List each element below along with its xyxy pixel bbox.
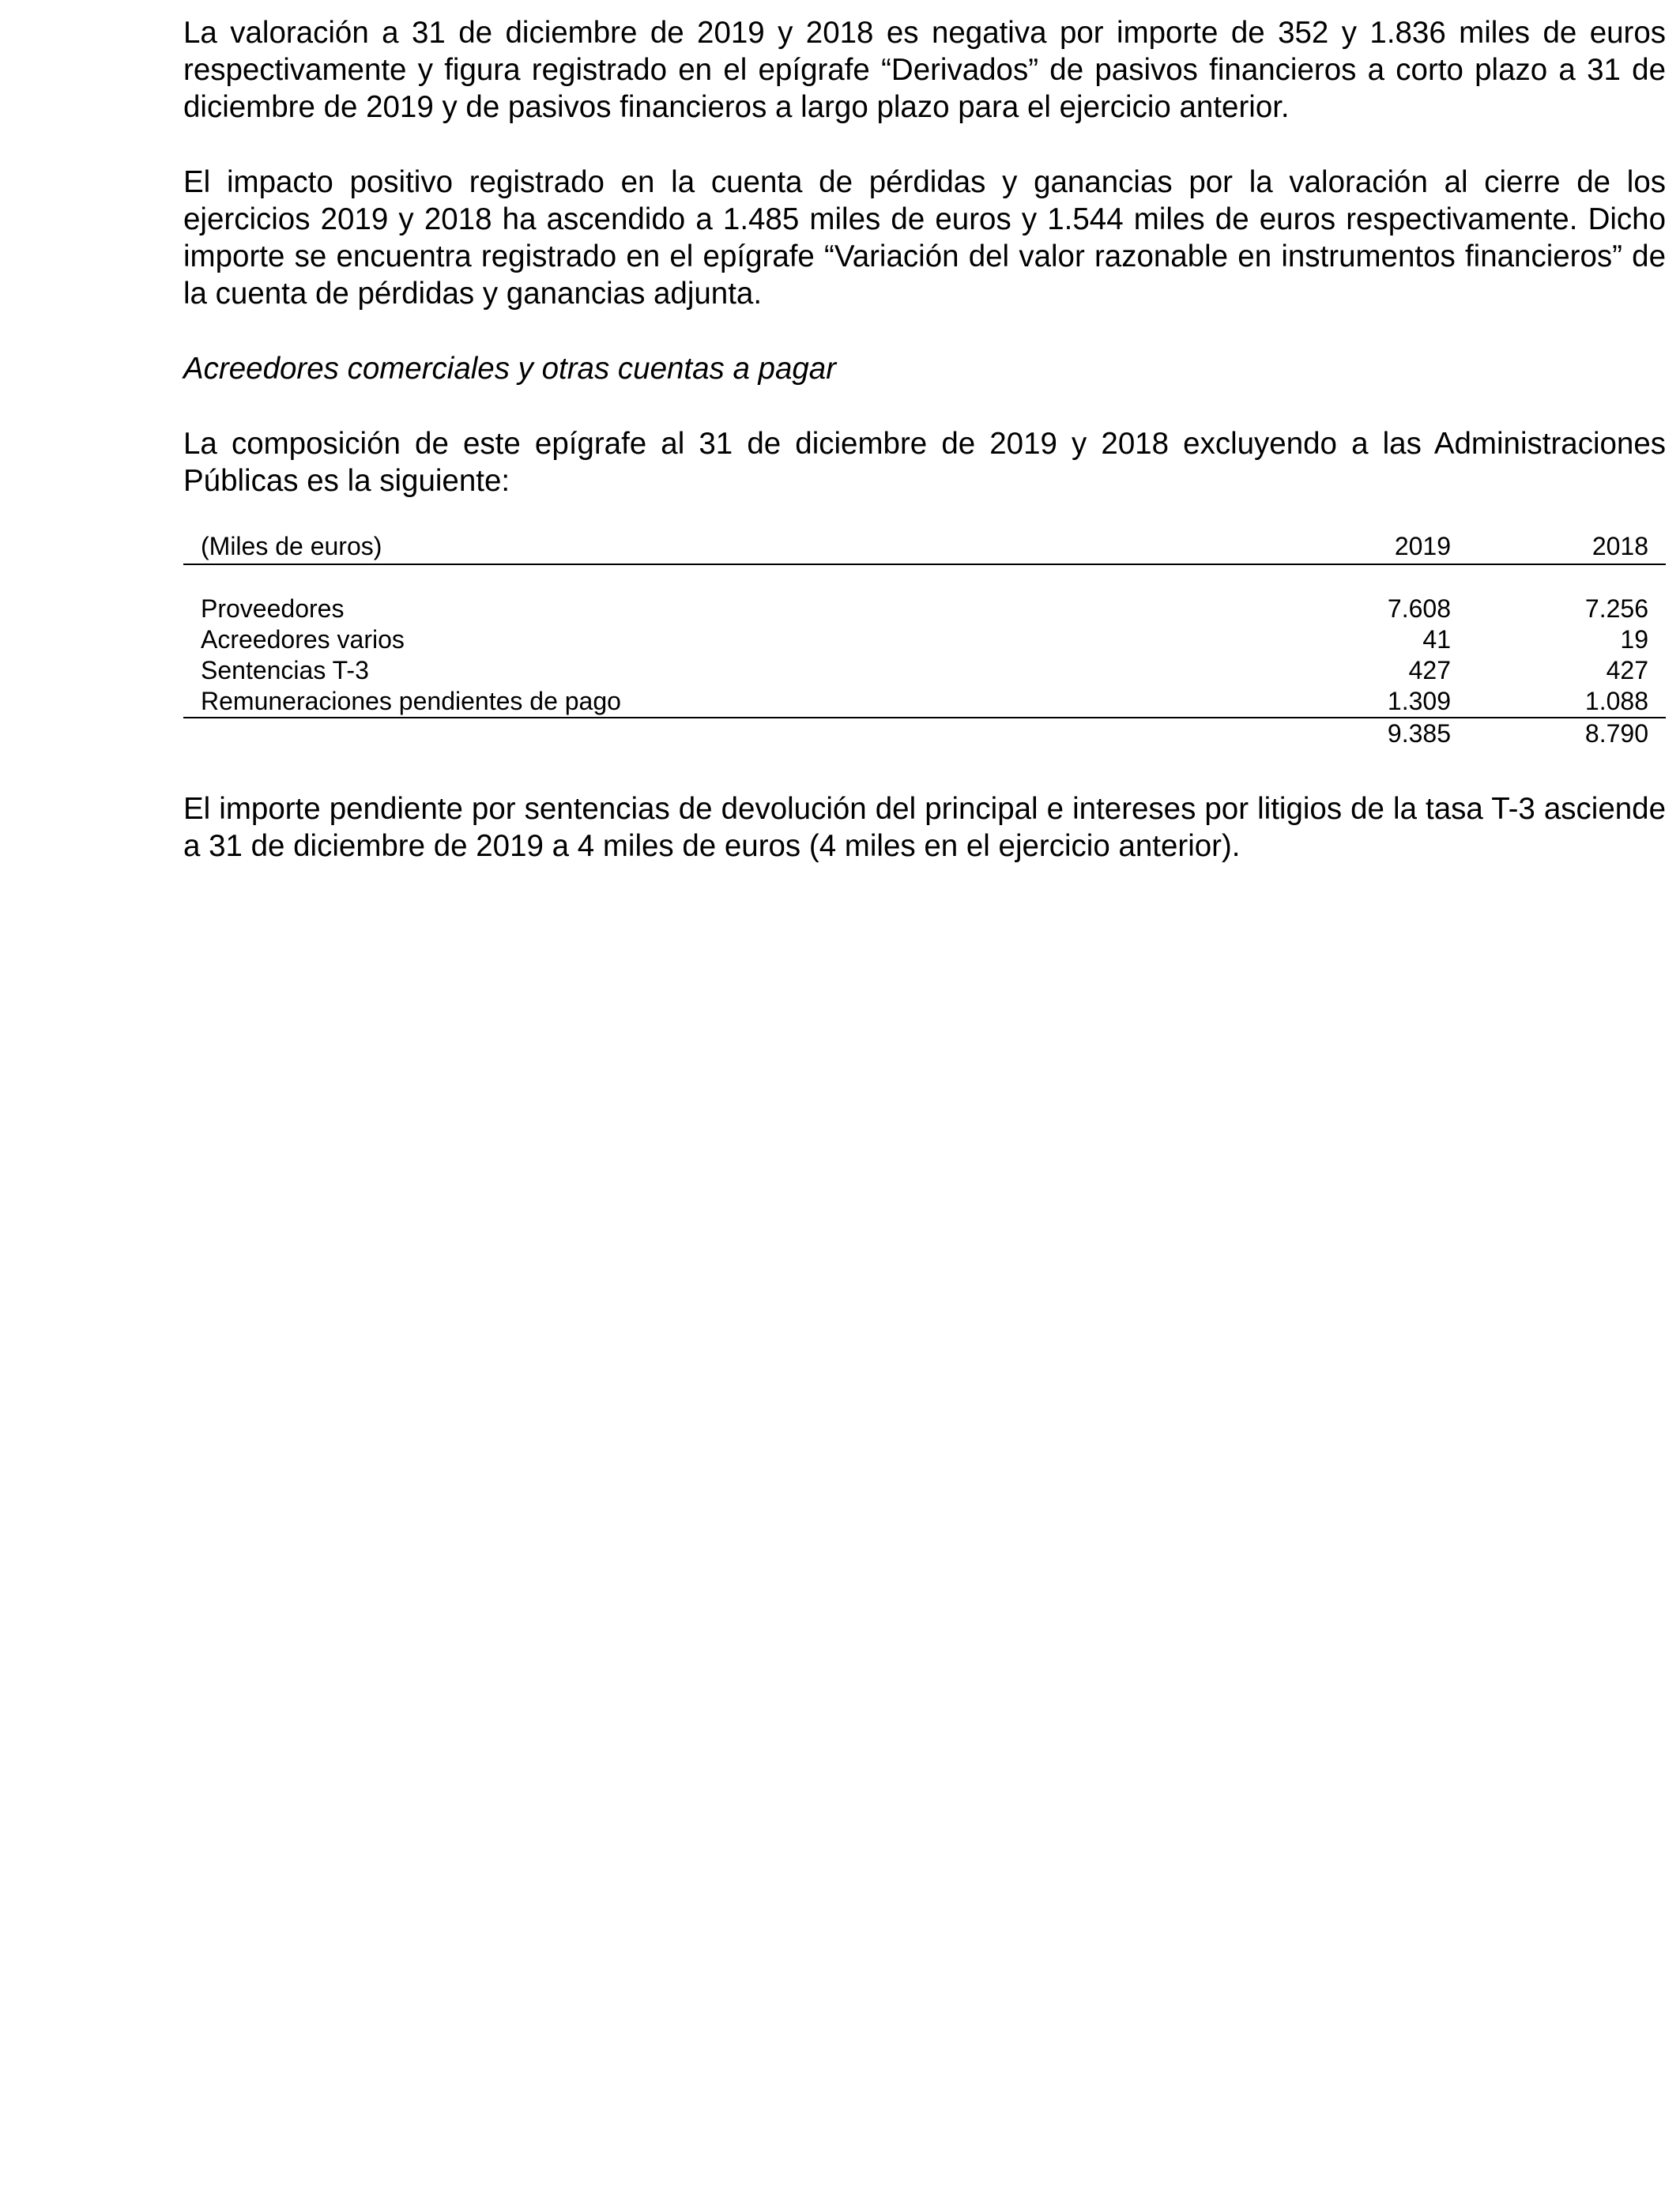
row-value-2018: 19 <box>1620 625 1648 654</box>
table-header-2019: 2019 <box>1253 531 1451 564</box>
table-row <box>183 655 1666 686</box>
paragraph-t3-sentences: El importe pendiente por sentencias de devolución del principal e intereses por litigios de la tasa T-3 asciende a 31 de diciembre de 2019 a 4 miles de euros (4 miles en el ejercicio anterior). <box>183 792 1666 863</box>
table-spacer-row <box>183 564 1666 594</box>
table-row <box>183 624 1666 655</box>
row-value-2019: 1.309 <box>1253 686 1451 718</box>
row-value-2019: 7.608 <box>1387 594 1451 623</box>
creditors-table <box>183 531 1666 749</box>
paragraph-profit-loss-impact: El impacto positivo registrado en la cuenta de pérdidas y ganancias por la valoración al cierre de los ejercicios 2019 y 2018 ha ascendido a 1.485 miles de euros y 1.544 miles de euros respectivamente. Dicho importe se encuentra registrado en el epígrafe “Variación del valor razonable en instrumentos financieros” de la cuenta de pérdidas y ganancias adjunta. <box>183 165 1666 311</box>
row-value-2019: 41 <box>1422 625 1451 654</box>
table-header-units: (Miles de euros) <box>183 531 1253 564</box>
section-heading: Acreedores comerciales y otras cuentas a pagar <box>183 352 837 386</box>
row-value-2019: 427 <box>1408 656 1451 684</box>
table-header-row <box>183 531 1666 564</box>
row-value-2018: 427 <box>1606 656 1648 684</box>
row-value-2018: 7.256 <box>1584 594 1648 623</box>
row-label: Acreedores varios <box>201 625 405 654</box>
row-label: Proveedores <box>201 594 345 623</box>
table-header-2018: 2018 <box>1451 531 1666 564</box>
table-row <box>183 594 1666 624</box>
row-value-2018: 1.088 <box>1451 686 1666 718</box>
document-page <box>183 14 1666 865</box>
table-row <box>183 686 1666 718</box>
row-label: Remuneraciones pendientes de pago <box>183 686 1253 718</box>
row-label: Sentencias T-3 <box>201 656 369 684</box>
table-total-row <box>183 718 1666 749</box>
paragraph-derivatives-valuation: La valoración a 31 de diciembre de 2019 y 2018 es negativa por importe de 352 y 1.836 miles de euros respectivamente y figura registrado en el epígrafe “Derivados” de pasivos financieros a corto plazo a 31 de diciembre de 2019 y de pasivos financieros a largo plazo para el ejercicio anterior. <box>183 16 1666 124</box>
total-value-2018: 8.790 <box>1584 719 1648 748</box>
total-value-2019: 9.385 <box>1387 719 1451 748</box>
total-label <box>183 718 1253 749</box>
paragraph-composition-intro: La composición de este epígrafe al 31 de diciembre de 2019 y 2018 excluyendo a las Administraciones Públicas es la siguiente: <box>183 427 1666 498</box>
